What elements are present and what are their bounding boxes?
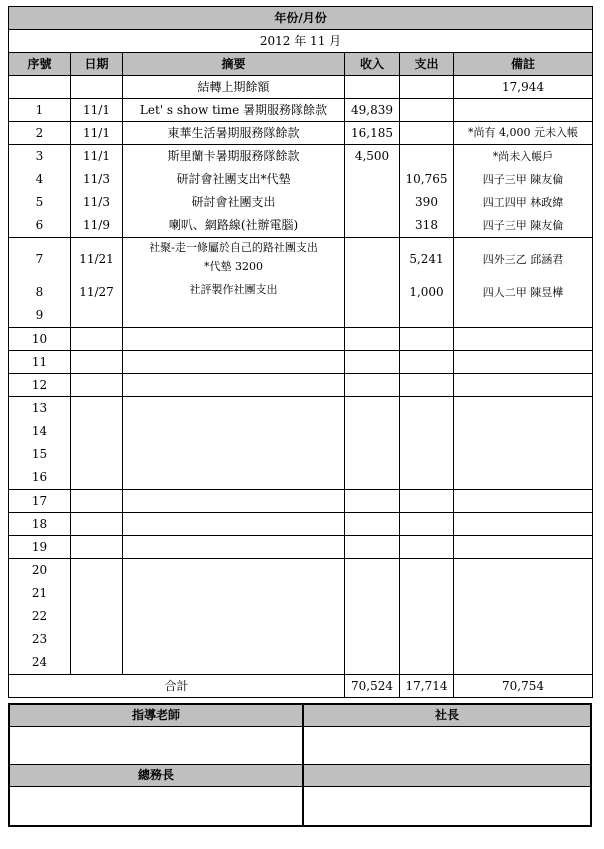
cell-summary-continued: *代墊 3200 <box>204 260 263 273</box>
table-row <box>9 122 593 145</box>
carry-over-row <box>9 76 593 99</box>
table-row-group <box>9 559 593 675</box>
totals-expense: 17,714 <box>400 675 454 698</box>
cell-date: 11/21 <box>79 252 114 266</box>
advisor-signature-field[interactable] <box>10 727 302 765</box>
cell-seq: 7 <box>35 252 44 266</box>
blank-signature-field[interactable] <box>304 787 590 824</box>
cell-seq: 1 <box>9 99 71 122</box>
header-income: 收入 <box>345 53 400 76</box>
table-row <box>9 490 593 513</box>
cell-seq: 3 <box>35 149 44 163</box>
signature-block <box>8 703 592 827</box>
advisor-label: 指導老師 <box>10 705 302 727</box>
period-label: 2012 年 11 月 <box>9 30 593 53</box>
cell-seq: 16 <box>31 470 48 484</box>
cell-summary: 研討會社團支出*代墊 <box>176 172 291 186</box>
carry-over-note: 17,944 <box>454 76 593 99</box>
totals-label: 合計 <box>9 675 345 698</box>
table-row <box>9 374 593 397</box>
cell-seq: 12 <box>9 374 71 397</box>
table-row <box>9 99 593 122</box>
cell-seq: 8 <box>35 285 44 299</box>
cell-date: 11/3 <box>83 172 110 186</box>
cell-expense: 390 <box>415 195 438 209</box>
cell-date: 11/9 <box>83 218 110 232</box>
title-row <box>9 7 593 30</box>
table-row <box>9 536 593 559</box>
cell-seq: 13 <box>31 401 48 415</box>
cell-seq: 20 <box>31 563 48 577</box>
cell-note: *尚未入帳戶 <box>492 150 554 163</box>
cell-note: 四子三甲 陳友倫 <box>482 173 564 186</box>
cell-note: *尚有 4,000 元未入帳 <box>454 122 593 145</box>
cell-summary: 社聚-走一條屬於自己的路社團支出 <box>149 241 318 254</box>
cell-seq: 15 <box>31 447 48 461</box>
cell-expense <box>400 122 454 145</box>
general-affairs-label: 總務長 <box>10 765 302 787</box>
cell-seq: 21 <box>31 586 48 600</box>
cell-seq: 14 <box>31 424 48 438</box>
sheet-title: 年份/月份 <box>9 7 593 30</box>
cell-seq: 24 <box>31 655 48 669</box>
cell-expense: 1,000 <box>409 285 444 299</box>
column-header-row <box>9 53 593 76</box>
header-note: 備註 <box>454 53 593 76</box>
cell-seq: 23 <box>31 632 48 646</box>
table-row <box>9 328 593 351</box>
header-summary: 摘要 <box>123 53 345 76</box>
cell-expense: 10,765 <box>405 172 448 186</box>
cell-seq: 4 <box>35 172 44 186</box>
cell-income: 4,500 <box>354 149 390 163</box>
general-affairs-signature-field[interactable] <box>10 787 302 824</box>
cell-note <box>454 99 593 122</box>
cell-note: 四工四甲 林政緯 <box>482 196 564 209</box>
cell-income: 16,185 <box>345 122 400 145</box>
table-row-group <box>9 145 593 238</box>
totals-balance: 70,754 <box>454 675 593 698</box>
table-row <box>9 351 593 374</box>
header-date: 日期 <box>71 53 123 76</box>
cell-expense <box>400 99 454 122</box>
signature-right-column <box>304 705 590 825</box>
header-seq: 序號 <box>9 53 71 76</box>
cell-summary: 斯里蘭卡暑期服務隊餘款 <box>167 149 300 163</box>
cell-date: 11/1 <box>71 99 123 122</box>
cell-summary: 東華生活暑期服務隊餘款 <box>123 122 345 145</box>
cell-expense: 5,241 <box>409 252 444 266</box>
cell-date: 11/27 <box>79 285 114 299</box>
cell-date: 11/3 <box>83 195 110 209</box>
ledger-sheet <box>8 6 592 698</box>
cell-seq: 18 <box>9 513 71 536</box>
cell-note: 四人二甲 陳昱樺 <box>482 286 564 299</box>
cell-seq: 11 <box>9 351 71 374</box>
cell-date: 11/1 <box>83 149 110 163</box>
cell-note: 四子三甲 陳友倫 <box>482 219 564 232</box>
period-row <box>9 30 593 53</box>
header-expense: 支出 <box>400 53 454 76</box>
cell-seq: 10 <box>9 328 71 351</box>
president-label: 社長 <box>304 705 590 727</box>
table-row-group <box>9 238 593 328</box>
cell-summary: 研討會社團支出 <box>191 195 276 209</box>
cell-summary: Let' s show time 暑期服務隊餘款 <box>123 99 345 122</box>
cell-seq: 22 <box>31 609 48 623</box>
table-row <box>9 513 593 536</box>
totals-row <box>9 675 593 698</box>
cell-summary: 喇叭、網路線(社辦電腦) <box>168 218 299 232</box>
table-row-group <box>9 397 593 490</box>
signature-left-column <box>10 705 304 825</box>
cell-seq: 6 <box>35 218 44 232</box>
cell-income: 49,839 <box>345 99 400 122</box>
cell-date: 11/1 <box>71 122 123 145</box>
cell-seq: 19 <box>9 536 71 559</box>
cell-summary: 社評製作社團支出 <box>189 283 278 296</box>
carry-over-label: 結轉上期餘額 <box>123 76 345 99</box>
ledger-table <box>8 6 593 698</box>
cell-seq: 2 <box>9 122 71 145</box>
cell-note: 四外三乙 邱涵君 <box>482 253 564 266</box>
cell-seq: 17 <box>9 490 71 513</box>
cell-seq: 9 <box>35 308 44 322</box>
cell-expense: 318 <box>415 218 438 232</box>
cell-seq: 5 <box>35 195 44 209</box>
totals-income: 70,524 <box>345 675 400 698</box>
president-signature-field[interactable] <box>304 727 590 765</box>
blank-title-bar <box>304 765 590 787</box>
